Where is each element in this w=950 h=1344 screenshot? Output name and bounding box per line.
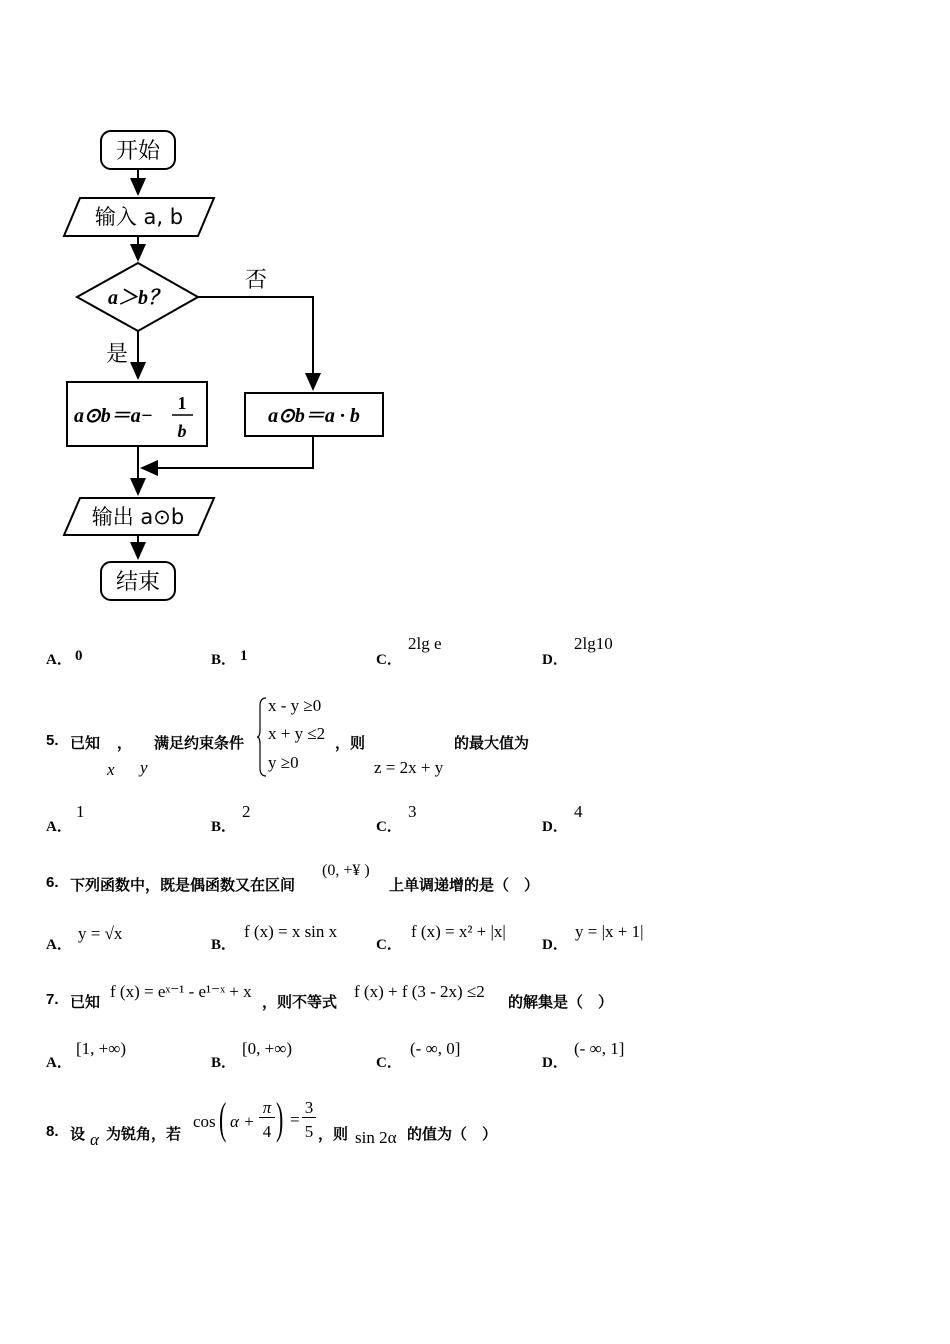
- q8-alpha-plus: α +: [230, 1112, 255, 1131]
- q4-option-c-value: 2lg e: [408, 634, 442, 653]
- q8-right-paren: ): [276, 1094, 284, 1143]
- q5-constraint-3: y ≥0: [268, 753, 299, 772]
- flow-input-text: 输入 a, b: [94, 205, 184, 229]
- q7-function: f (x) = eˣ⁻¹ - e¹⁻ˣ + x: [110, 982, 252, 1001]
- q7-option-d-value: (- ∞, 1]: [574, 1039, 625, 1058]
- q7-option-c-value: (- ∞, 0]: [410, 1039, 461, 1058]
- q8-cos: cos: [193, 1112, 216, 1131]
- q8-sin2a: sin 2α: [355, 1128, 397, 1147]
- q7-option-d-label: D．: [542, 1055, 568, 1071]
- q5-option-d-value: 4: [574, 802, 583, 821]
- flow-no-label: 否: [244, 268, 268, 293]
- q5-comma: ，: [117, 734, 133, 752]
- q8-pi: π: [259, 1099, 275, 1118]
- q4-option-b-label: B．: [211, 652, 237, 668]
- q5-option-a-label: A．: [46, 819, 72, 835]
- q6-text-2: 上单调递增的是（ ）: [389, 876, 540, 894]
- flowchart: [0, 0, 420, 620]
- q7-option-b-value: [0, +∞): [242, 1039, 293, 1058]
- q8-text-1: 设: [70, 1125, 86, 1143]
- q6-number: 6.: [46, 874, 59, 891]
- q4-option-d-label: D．: [542, 652, 568, 668]
- q8-number: 8.: [46, 1123, 59, 1140]
- q6-option-a-value: y = √x: [78, 924, 123, 943]
- q8-text-2: 为锐角，若: [106, 1125, 182, 1143]
- q8-five: 5: [304, 1122, 314, 1141]
- flow-arrow-no: [198, 297, 313, 389]
- q5-option-d-label: D．: [542, 819, 568, 835]
- q4-option-b-value: 1: [240, 648, 248, 664]
- q4-option-a-label: A．: [46, 652, 72, 668]
- q6-option-d-value: y = |x + 1|: [575, 922, 644, 941]
- q6-interval: (0, +¥ ): [322, 862, 370, 879]
- flow-no-box-text: a⊙b＝a · b: [268, 405, 360, 427]
- q6-option-a-label: A．: [46, 937, 72, 953]
- q7-text-3: 的解集是（ ）: [508, 993, 614, 1011]
- q5-text-2: 满足约束条件: [154, 734, 245, 752]
- q8-alpha: α: [90, 1130, 99, 1149]
- q8-three: 3: [302, 1099, 316, 1118]
- q5-option-a-value: 1: [76, 802, 85, 821]
- q5-option-b-label: B．: [211, 819, 237, 835]
- q4-option-d-value: 2lg10: [574, 634, 613, 653]
- q6-text-1: 下列函数中，既是偶函数又在区间: [70, 876, 296, 894]
- q6-option-b-value: f (x) = x sin x: [244, 922, 338, 941]
- q8-left-paren: (: [219, 1094, 227, 1143]
- q5-number: 5.: [46, 732, 59, 749]
- q7-number: 7.: [46, 991, 59, 1008]
- q5-objective: z = 2x + y: [374, 758, 444, 777]
- q6-option-b-label: B．: [211, 937, 237, 953]
- q5-option-c-value: 3: [408, 802, 417, 821]
- flow-decision-text: a＞b？: [108, 287, 168, 309]
- q5-tail: 的最大值为: [454, 734, 530, 752]
- flow-yes-box-den: b: [177, 421, 187, 441]
- q8-four: 4: [262, 1122, 272, 1141]
- flow-yes-box-text: a⊙b＝a−: [74, 405, 153, 427]
- q8-text-4: 的值为（ ）: [407, 1125, 498, 1143]
- q7-option-a-value: [1, +∞): [76, 1039, 127, 1058]
- q5-var-x: x: [107, 760, 115, 779]
- q7-text-1: 已知: [70, 993, 101, 1011]
- q6-option-c-value: f (x) = x² + |x|: [411, 922, 506, 941]
- flow-yes-box-num: 1: [177, 393, 187, 413]
- q6-option-d-label: D．: [542, 937, 568, 953]
- q8-text-3: ，则: [318, 1125, 349, 1143]
- q6-option-c-label: C．: [376, 937, 402, 953]
- q5-then: ，则: [335, 734, 366, 752]
- q5-option-c-label: C．: [376, 819, 402, 835]
- q7-inequality: f (x) + f (3 - 2x) ≤2: [354, 982, 485, 1001]
- q5-brace: [256, 696, 268, 778]
- q7-option-b-label: B．: [211, 1055, 237, 1071]
- q7-text-2: ，则不等式: [262, 993, 338, 1011]
- q5-constraint-2: x + y ≤2: [268, 724, 326, 743]
- q4-option-a-value: 0: [75, 648, 83, 664]
- flow-output-text: 输出 a⊙b: [91, 505, 185, 529]
- q5-text-1: 已知: [70, 734, 101, 752]
- flow-start-text: 开始: [115, 139, 161, 164]
- flow-yes-label: 是: [105, 342, 129, 367]
- q5-var-y: y: [140, 758, 148, 777]
- q5-option-b-value: 2: [242, 802, 251, 821]
- q5-constraint-1: x - y ≥0: [268, 696, 322, 715]
- q7-option-a-label: A．: [46, 1055, 72, 1071]
- q4-option-c-label: C．: [376, 652, 402, 668]
- q8-equals: =: [290, 1110, 300, 1129]
- q7-option-c-label: C．: [376, 1055, 402, 1071]
- flow-end-text: 结束: [115, 570, 161, 595]
